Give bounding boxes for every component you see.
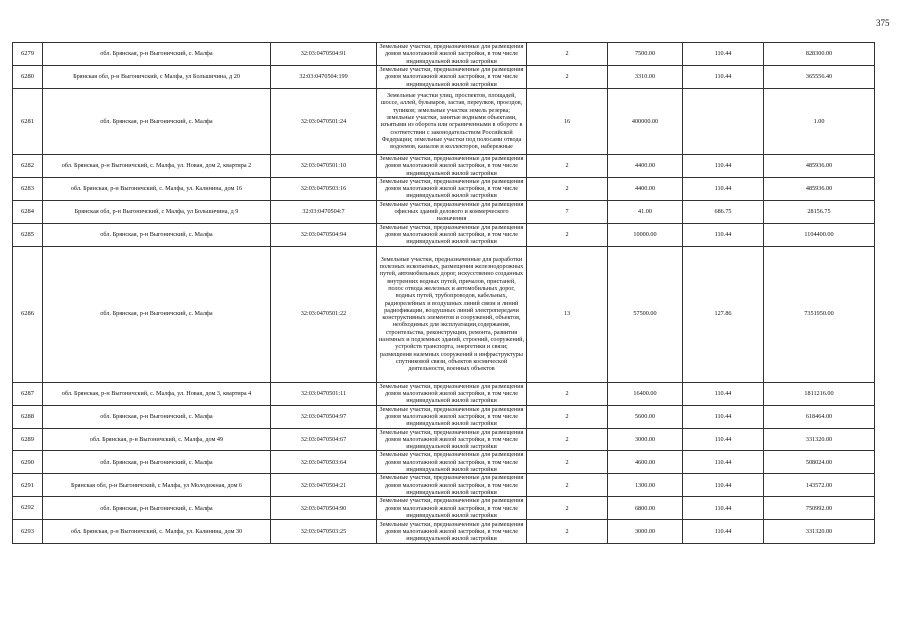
specific-value-cell: 110.44 bbox=[683, 520, 764, 544]
area-cell: 4400.00 bbox=[608, 177, 683, 200]
use-group-cell: 2 bbox=[527, 474, 608, 497]
address-cell: обл. Брянская, р-н Выгоничский, с. Малфа bbox=[43, 43, 271, 66]
table-row bbox=[13, 65, 875, 88]
address-cell: обл. Брянская, р-н Выгоничский, с. Малфа bbox=[43, 405, 271, 428]
address-cell: обл. Брянская, р-н Выгоничский, с. Малфа bbox=[43, 88, 271, 154]
row-number-cell: 6287 bbox=[13, 382, 43, 405]
specific-value-cell: 110.44 bbox=[683, 382, 764, 405]
table-row bbox=[13, 405, 875, 428]
area-cell: 10000.00 bbox=[608, 223, 683, 246]
row-number-cell: 6283 bbox=[13, 177, 43, 200]
row-number-cell: 6284 bbox=[13, 200, 43, 223]
land-use-purpose-cell: Земельные участки, предназначенные для размещения домов малоэтажной жилой застройки, в том числе индивидуальной жилой застройки bbox=[377, 43, 527, 66]
cadastral-value-cell: 7351950.00 bbox=[764, 246, 875, 382]
use-group-cell: 2 bbox=[527, 405, 608, 428]
specific-value-cell: 110.44 bbox=[683, 497, 764, 520]
area-cell: 4400.00 bbox=[608, 154, 683, 177]
use-group-cell: 2 bbox=[527, 382, 608, 405]
specific-value-cell bbox=[683, 88, 764, 154]
table-row bbox=[13, 200, 875, 223]
table-row bbox=[13, 520, 875, 544]
land-use-purpose-cell: Земельные участки улиц, проспектов, площадей, шоссе, аллей, бульваров, застав, переулков, проездов, тупиков; земельные участки земель резерва; земельные участки, занятые водными объектами, изъятыми из оборота или ограниченными в обороте в соответствии с законодательством Российской Федерации; земельные участки под полосами отвода водоемов, каналов и коллекторов, набережные bbox=[377, 88, 527, 154]
cadastral-number-cell: 32:03:0470504:199 bbox=[271, 65, 377, 88]
cadastral-number-cell: 32:03:0470504:21 bbox=[271, 474, 377, 497]
address-cell: обл. Брянская, р-н Выгоничский, с. Малфа, ул. Новая, дом 2, квартира 2 bbox=[43, 154, 271, 177]
use-group-cell: 2 bbox=[527, 428, 608, 451]
address-cell: обл. Брянская, р-н Выгоничский, с. Малфа bbox=[43, 223, 271, 246]
area-cell: 57500.00 bbox=[608, 246, 683, 382]
land-use-purpose-cell: Земельные участки, предназначенные для размещения домов малоэтажной жилой застройки, в том числе индивидуальной жилой застройки bbox=[377, 154, 527, 177]
area-cell: 1300.00 bbox=[608, 474, 683, 497]
cadastral-number-cell: 32:03:0470504:7 bbox=[271, 200, 377, 223]
land-use-purpose-cell: Земельные участки, предназначенные для размещения домов малоэтажной жилой застройки, в том числе индивидуальной жилой застройки bbox=[377, 520, 527, 544]
address-cell: обл. Брянская, р-н Выгоничский, с. Малфа, дом 49 bbox=[43, 428, 271, 451]
area-cell: 3310.00 bbox=[608, 65, 683, 88]
specific-value-cell: 110.44 bbox=[683, 451, 764, 474]
address-cell: обл. Брянская, р-н Выгоничский, с. Малфа bbox=[43, 246, 271, 382]
table-row bbox=[13, 497, 875, 520]
cadastral-value-cell: 618464.00 bbox=[764, 405, 875, 428]
area-cell: 4600.00 bbox=[608, 451, 683, 474]
use-group-cell: 7 bbox=[527, 200, 608, 223]
specific-value-cell: 127.86 bbox=[683, 246, 764, 382]
cadastral-value-cell: 1104400.00 bbox=[764, 223, 875, 246]
cadastral-number-cell: 32:03:0470504:90 bbox=[271, 497, 377, 520]
use-group-cell: 2 bbox=[527, 177, 608, 200]
land-use-purpose-cell: Земельные участки, предназначенные для размещения домов малоэтажной жилой застройки, в том числе индивидуальной жилой застройки bbox=[377, 474, 527, 497]
cadastral-number-cell: 32:03:0470503:16 bbox=[271, 177, 377, 200]
cadastral-value-cell: 485936.00 bbox=[764, 154, 875, 177]
land-use-purpose-cell: Земельные участки, предназначенные для размещения домов малоэтажной жилой застройки, в том числе индивидуальной жилой застройки bbox=[377, 223, 527, 246]
cadastral-number-cell: 32:03:0470504:91 bbox=[271, 43, 377, 66]
use-group-cell: 2 bbox=[527, 223, 608, 246]
specific-value-cell: 110.44 bbox=[683, 428, 764, 451]
row-number-cell: 6280 bbox=[13, 65, 43, 88]
specific-value-cell: 110.44 bbox=[683, 177, 764, 200]
cadastral-number-cell: 32:03:0470504:67 bbox=[271, 428, 377, 451]
use-group-cell: 2 bbox=[527, 43, 608, 66]
row-number-cell: 6281 bbox=[13, 88, 43, 154]
table-row bbox=[13, 43, 875, 66]
address-cell: обл. Брянская, р-н Выгоничский, с. Малфа, ул. Калинина, дом 16 bbox=[43, 177, 271, 200]
specific-value-cell: 110.44 bbox=[683, 154, 764, 177]
cadastral-value-cell: 28156.75 bbox=[764, 200, 875, 223]
cadastral-number-cell: 32:03:0470501:11 bbox=[271, 382, 377, 405]
cadastral-number-cell: 32:03:0470504:94 bbox=[271, 223, 377, 246]
cadastral-value-cell: 508024.00 bbox=[764, 451, 875, 474]
land-use-purpose-cell: Земельные участки, предназначенные для размещения офисных зданий делового и коммерческого назначения bbox=[377, 200, 527, 223]
specific-value-cell: 110.44 bbox=[683, 474, 764, 497]
cadastral-value-cell: 750992.00 bbox=[764, 497, 875, 520]
use-group-cell: 2 bbox=[527, 520, 608, 544]
area-cell: 7500.00 bbox=[608, 43, 683, 66]
table-row bbox=[13, 451, 875, 474]
row-number-cell: 6290 bbox=[13, 451, 43, 474]
address-cell: обл. Брянская, р-н Выгоничский, с. Малфа, ул. Калинина, дом 30 bbox=[43, 520, 271, 544]
page-number: 375 bbox=[876, 18, 890, 28]
address-cell: Брянская обл, р-н Выгоничский, с Малфа, ул Большичина, д 20 bbox=[43, 65, 271, 88]
table-row bbox=[13, 177, 875, 200]
use-group-cell: 2 bbox=[527, 154, 608, 177]
specific-value-cell: 110.44 bbox=[683, 43, 764, 66]
table-row bbox=[13, 474, 875, 497]
land-use-purpose-cell: Земельные участки, предназначенные для размещения домов малоэтажной жилой застройки, в том числе индивидуальной жилой застройки bbox=[377, 65, 527, 88]
cadastral-number-cell: 32:03:0470503:64 bbox=[271, 451, 377, 474]
area-cell: 3000.00 bbox=[608, 520, 683, 544]
use-group-cell: 2 bbox=[527, 451, 608, 474]
address-cell: обл. Брянская, р-н Выгоничский, с. Малфа bbox=[43, 497, 271, 520]
cadastral-value-cell: 485936.00 bbox=[764, 177, 875, 200]
table-row bbox=[13, 154, 875, 177]
table-row bbox=[13, 382, 875, 405]
area-cell: 6800.00 bbox=[608, 497, 683, 520]
land-use-purpose-cell: Земельные участки, предназначенные для размещения домов малоэтажной жилой застройки, в том числе индивидуальной жилой застройки bbox=[377, 428, 527, 451]
address-cell: обл. Брянская, р-н Выгоничский, с. Малфа bbox=[43, 451, 271, 474]
specific-value-cell: 110.44 bbox=[683, 223, 764, 246]
table-row bbox=[13, 428, 875, 451]
specific-value-cell: 686.75 bbox=[683, 200, 764, 223]
cadastral-value-cell: 331320.00 bbox=[764, 428, 875, 451]
cadastral-number-cell: 32:03:0470501:24 bbox=[271, 88, 377, 154]
row-number-cell: 6286 bbox=[13, 246, 43, 382]
table-row bbox=[13, 88, 875, 154]
area-cell: 400000.00 bbox=[608, 88, 683, 154]
row-number-cell: 6292 bbox=[13, 497, 43, 520]
cadastral-number-cell: 32:03:0470504:97 bbox=[271, 405, 377, 428]
table-row bbox=[13, 246, 875, 382]
land-use-purpose-cell: Земельные участки, предназначенные для размещения домов малоэтажной жилой застройки, в том числе индивидуальной жилой застройки bbox=[377, 177, 527, 200]
specific-value-cell: 110.44 bbox=[683, 405, 764, 428]
specific-value-cell: 110.44 bbox=[683, 65, 764, 88]
cadastral-value-cell: 1811216.00 bbox=[764, 382, 875, 405]
address-cell: Брянская обл, р-н Выгоничский, с Малфа, ул Большичина, д 9 bbox=[43, 200, 271, 223]
area-cell: 3000.00 bbox=[608, 428, 683, 451]
cadastral-number-cell: 32:03:0470501:10 bbox=[271, 154, 377, 177]
row-number-cell: 6279 bbox=[13, 43, 43, 66]
use-group-cell: 16 bbox=[527, 88, 608, 154]
use-group-cell: 2 bbox=[527, 497, 608, 520]
row-number-cell: 6282 bbox=[13, 154, 43, 177]
row-number-cell: 6288 bbox=[13, 405, 43, 428]
cadastral-value-cell: 143572.00 bbox=[764, 474, 875, 497]
area-cell: 5600.00 bbox=[608, 405, 683, 428]
use-group-cell: 2 bbox=[527, 65, 608, 88]
land-registry-table bbox=[12, 42, 875, 544]
row-number-cell: 6289 bbox=[13, 428, 43, 451]
cadastral-value-cell: 1.00 bbox=[764, 88, 875, 154]
area-cell: 16400.00 bbox=[608, 382, 683, 405]
address-cell: обл. Брянская, р-н Выгоничский, с. Малфа, ул. Новая, дом 3, квартира 4 bbox=[43, 382, 271, 405]
land-use-purpose-cell: Земельные участки, предназначенные для разработки полезных ископаемых, размещения железнодорожных путей, автомобильных дорог, искусственно созданных внутренних водных путей, причалов, пристаней, полос отвода железных и автомобильных дорог, водных путей, трубопроводов, кабельных, радиорелейных и воздушных линий связи и линий радиофикации, воздушных линий электропередачи конструктивных элементов и сооружений, объектов, необходимых для эксплуатации,содержания, строительства, реконструкции, ремонта, развития наземных и подземных зданий, строений, сооружений, устройств транспорта, энергетики и связи; размещения наземных сооружений и инфраструктуры спутниковой связи, объектов космической деятельности, военных объектов bbox=[377, 246, 527, 382]
address-cell: Брянская обл, р-н Выгоничский, с Малфа, ул Молодежная, дом 6 bbox=[43, 474, 271, 497]
cadastral-number-cell: 32:03:0470503:25 bbox=[271, 520, 377, 544]
row-number-cell: 6293 bbox=[13, 520, 43, 544]
land-use-purpose-cell: Земельные участки, предназначенные для размещения домов малоэтажной жилой застройки, в том числе индивидуальной жилой застройки bbox=[377, 451, 527, 474]
table-body bbox=[13, 43, 875, 544]
area-cell: 41.00 bbox=[608, 200, 683, 223]
row-number-cell: 6291 bbox=[13, 474, 43, 497]
land-use-purpose-cell: Земельные участки, предназначенные для размещения домов малоэтажной жилой застройки, в том числе индивидуальной жилой застройки bbox=[377, 405, 527, 428]
cadastral-value-cell: 365556.40 bbox=[764, 65, 875, 88]
cadastral-number-cell: 32:03:0470501:22 bbox=[271, 246, 377, 382]
use-group-cell: 13 bbox=[527, 246, 608, 382]
cadastral-value-cell: 331320.00 bbox=[764, 520, 875, 544]
table-row bbox=[13, 223, 875, 246]
row-number-cell: 6285 bbox=[13, 223, 43, 246]
cadastral-value-cell: 828300.00 bbox=[764, 43, 875, 66]
land-use-purpose-cell: Земельные участки, предназначенные для размещения домов малоэтажной жилой застройки, в том числе индивидуальной жилой застройки bbox=[377, 382, 527, 405]
land-use-purpose-cell: Земельные участки, предназначенные для размещения домов малоэтажной жилой застройки, в том числе индивидуальной жилой застройки bbox=[377, 497, 527, 520]
